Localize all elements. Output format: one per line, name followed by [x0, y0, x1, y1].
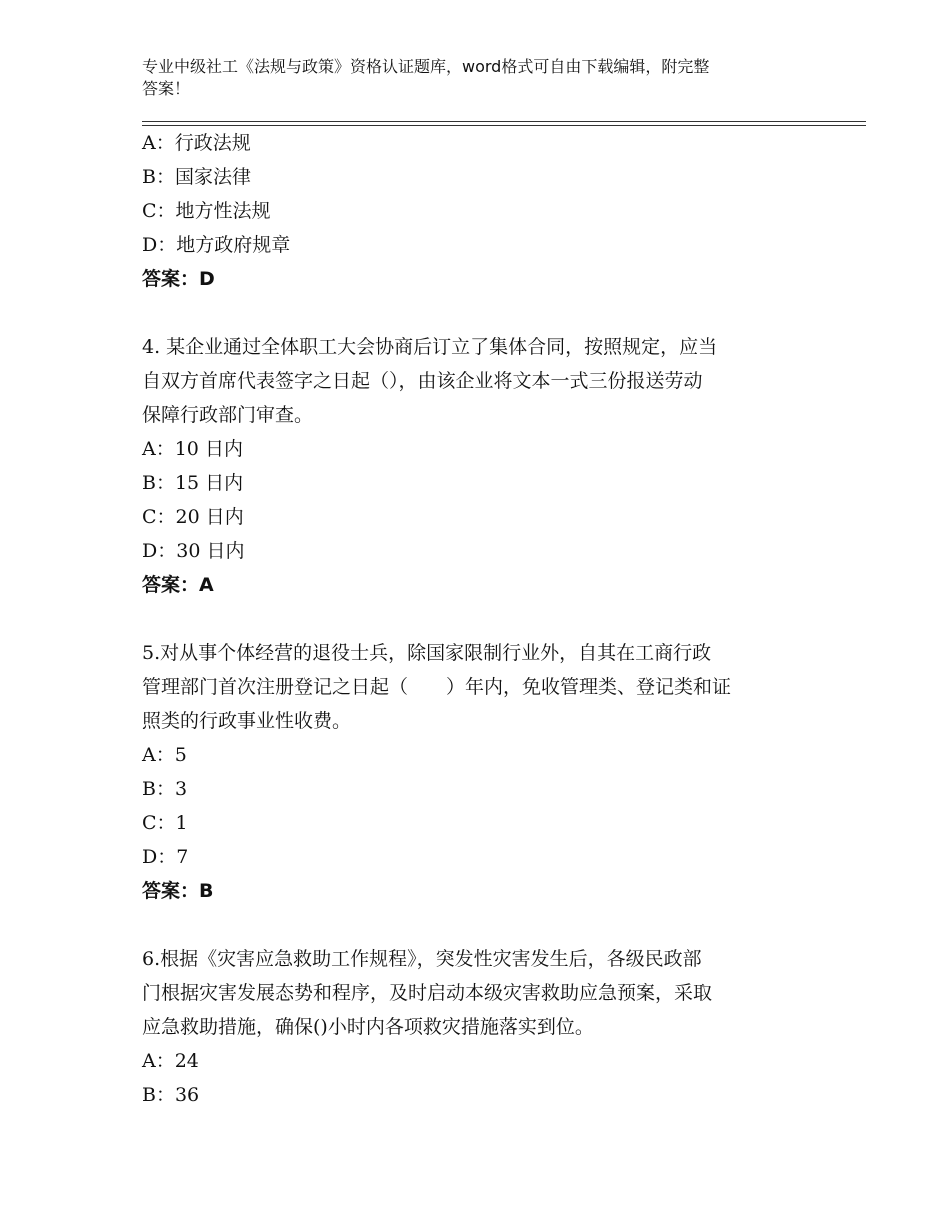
question-6-text-2: 门根据灾害发展态势和程序，及时启动本级灾害救助应急预案，采取: [142, 982, 713, 1004]
question-5-text-1: 5.对从事个体经营的退役士兵，除国家限制行业外，自其在工商行政: [142, 642, 712, 664]
header-line-2: 答案！: [142, 79, 191, 98]
option-b: B：国家法律: [142, 166, 251, 188]
option-d: D：7: [142, 846, 189, 868]
previous-question-block: [142, 126, 812, 296]
header-rule-top: [142, 121, 866, 122]
question-5-text-3: 照类的行政事业性收费。: [142, 710, 352, 732]
question-content: [142, 126, 812, 1112]
option-a: A：行政法规: [142, 132, 251, 154]
question-6-block: [142, 942, 812, 1112]
option-c: C：1: [142, 812, 188, 834]
question-6-text-1: 6.根据《灾害应急救助工作规程》，突发性灾害发生后，各级民政部: [142, 948, 702, 970]
option-d: D：地方政府规章: [142, 234, 291, 256]
option-c: C：地方性法规: [142, 200, 271, 222]
answer-line: 答案：B: [142, 880, 214, 902]
option-c: C：20 日内: [142, 506, 244, 528]
option-a: A：24: [142, 1050, 199, 1072]
question-4-text-2: 自双方首席代表签字之日起（），由该企业将文本一式三份报送劳动: [142, 370, 703, 392]
option-d: D：30 日内: [142, 540, 245, 562]
question-4-block: [142, 330, 812, 602]
question-4-text-1: 4. 某企业通过全体职工大会协商后订立了集体合同，按照规定，应当: [142, 336, 718, 358]
option-a: A：5: [142, 744, 187, 766]
question-5-text-2: 管理部门首次注册登记之日起（ ）年内，免收管理类、登记类和证: [142, 676, 732, 698]
option-a: A：10 日内: [142, 438, 243, 460]
option-b: B：15 日内: [142, 472, 244, 494]
header-line-1: 专业中级社工《法规与政策》资格认证题库，word格式可自由下载编辑，附完整: [142, 57, 710, 76]
option-b: B：36: [142, 1084, 200, 1106]
answer-line: 答案：D: [142, 268, 215, 290]
question-4-text-3: 保障行政部门审查。: [142, 404, 314, 426]
document-header: [142, 56, 812, 100]
question-6-text-3: 应急救助措施，确保()小时内各项救灾措施落实到位。: [142, 1016, 594, 1038]
question-5-block: [142, 636, 812, 908]
answer-line: 答案：A: [142, 574, 214, 596]
option-b: B：3: [142, 778, 188, 800]
